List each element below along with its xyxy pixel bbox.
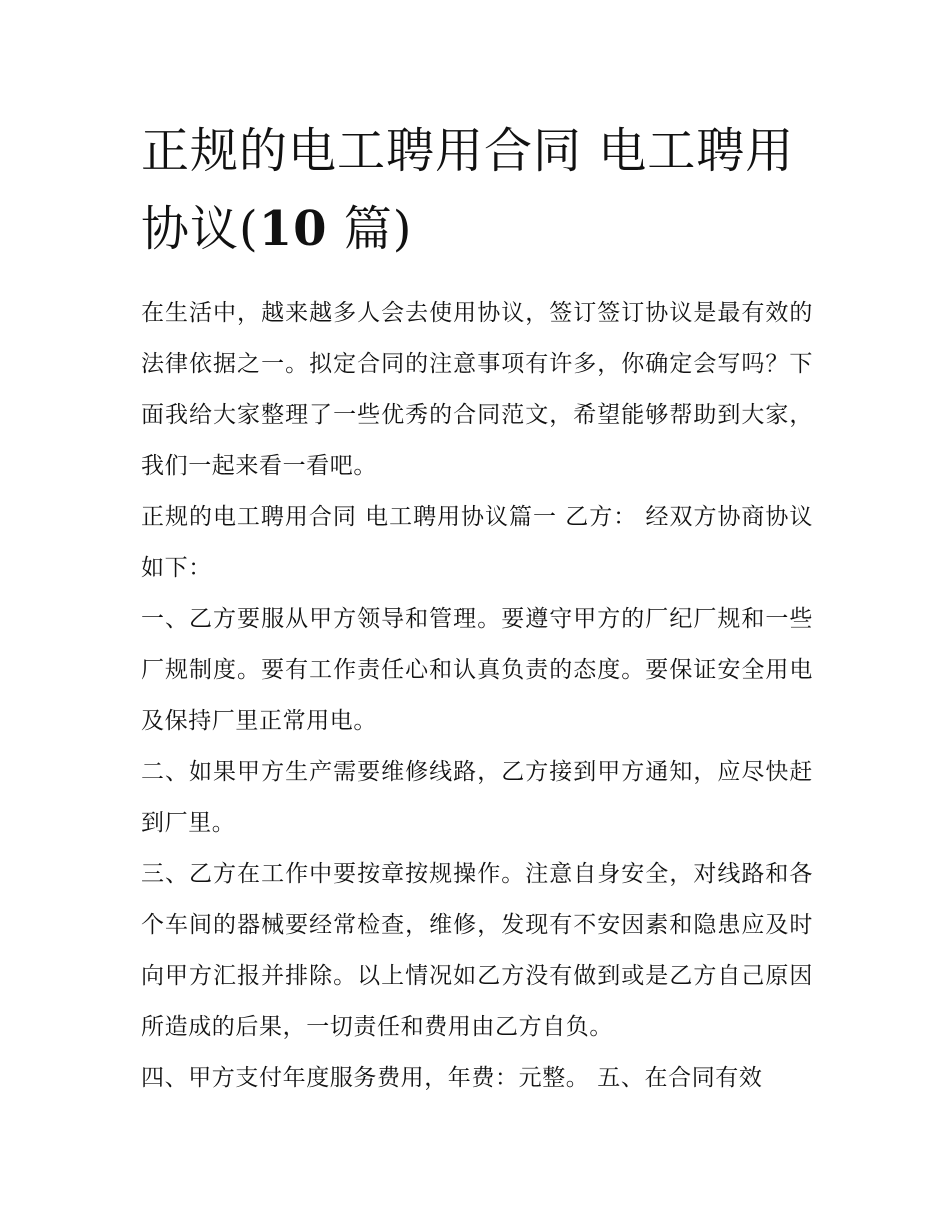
document-body: [141, 288, 813, 1104]
title-number: 10: [258, 201, 328, 257]
title-text-part2: 篇): [327, 201, 413, 257]
document-title: [141, 112, 813, 268]
paragraph-clause-3: 三、乙方在工作中要按章按规操作。注意自身安全，对线路和各个车间的器械要经常检查，维修，发现有不安因素和隐患应及时向甲方汇报并排除。以上情况如乙方没有做到或是乙方自己原因所造成的后果，一切责任和费用由乙方自负。: [141, 861, 813, 1040]
paragraph-intro: 在生活中，越来越多人会去使用协议，签订签订协议是最有效的法律依据之一。拟定合同的注意事项有许多，你确定会写吗？下面我给大家整理了一些优秀的合同范文，希望能够帮助到大家，我们一起来看一看吧。: [141, 300, 813, 479]
paragraph-clause-1: 一、乙方要服从甲方领导和管理。要遵守甲方的厂纪厂规和一些厂规制度。要有工作责任心和认真负责的态度。要保证安全用电及保持厂里正常用电。: [141, 606, 813, 734]
paragraph-clause-2: 二、如果甲方生产需要维修线路，乙方接到甲方通知，应尽快赶到厂里。: [141, 759, 813, 836]
title-text-part1: 正规的电工聘用合同 电工聘用协议(: [141, 123, 795, 257]
paragraph-clause-4: 四、甲方支付年度服务费用，年费：元整。 五、在合同有效: [141, 1065, 763, 1091]
paragraph-contract-heading: 正规的电工聘用合同 电工聘用协议篇一 乙方： 经双方协商协议如下：: [141, 504, 813, 581]
document-content: [141, 112, 813, 1104]
